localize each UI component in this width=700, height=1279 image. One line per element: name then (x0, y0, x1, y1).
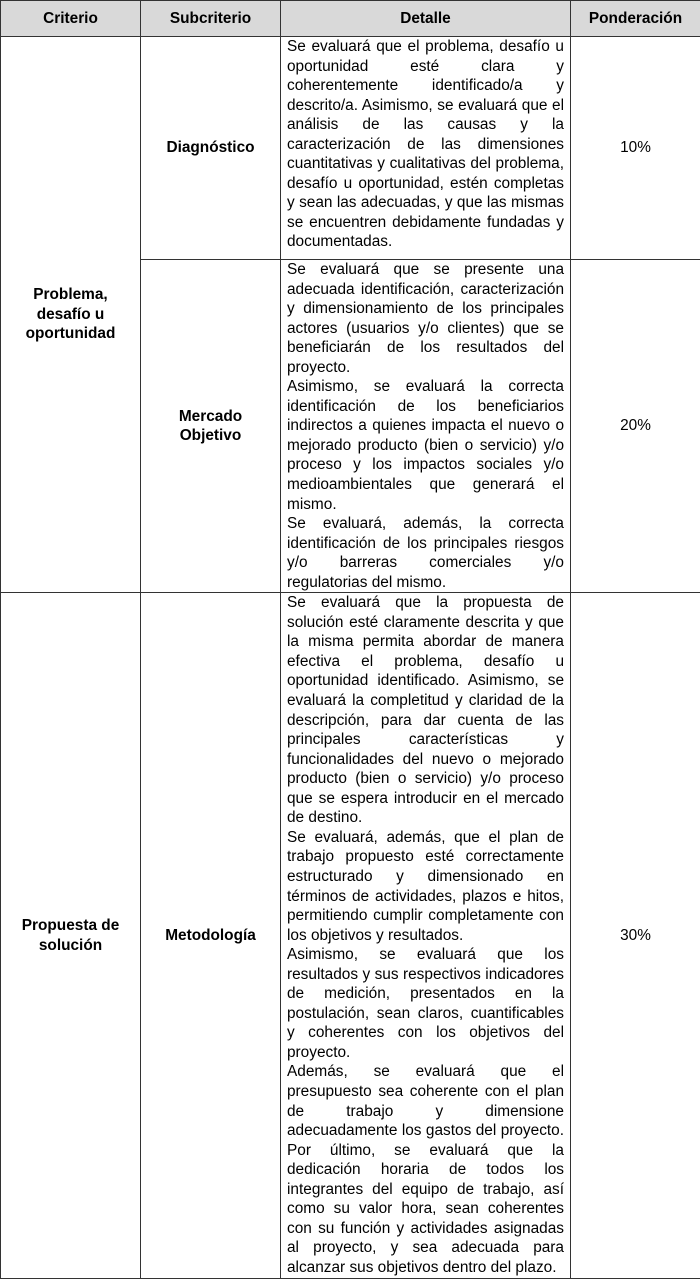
detail-paragraph: Se evaluará que el problema, desafío u oportunidad esté clara y coherentemente identificado/a y descrito/a. Asimismo, se evaluará que el análisis de las causas y la caracterización de las dimensiones cuantitativas y cualitativas del problema, desafío u oportunidad, estén completas y sean las adecuadas, y que las mismas se encuentren debidamente fundadas y documentadas. (287, 37, 564, 252)
detail-paragraph: Asimismo, se evaluará la correcta identificación de los beneficiarios indirectos a quienes impacta el nuevo o mejorado producto (bien o servicio) y/o proceso y los impactos sociales y/o medioambientales que generará el mismo. (287, 377, 564, 514)
weight-cell: 30% (571, 593, 700, 1279)
detail-cell (281, 593, 571, 1279)
weight-cell: 20% (571, 260, 700, 593)
subcriterion-cell: Metodología (141, 593, 281, 1279)
header-subcriterio: Subcriterio (141, 1, 281, 37)
weight-cell: 10% (571, 37, 700, 260)
table-row (1, 593, 700, 1279)
subcriterion-cell: Diagnóstico (141, 37, 281, 260)
table-header-row (1, 1, 700, 37)
header-detalle: Detalle (281, 1, 571, 37)
subcriterion-cell: Mercado Objetivo (141, 260, 281, 593)
detail-cell (281, 37, 571, 260)
criterion-cell: Propuesta de solución (1, 593, 141, 1279)
detail-paragraph: Además, se evaluará que el presupuesto sea coherente con el plan de trabajo y dimensione adecuadamente los gastos del proyecto. Por último, se evaluará que la dedicación horaria de todos los integrantes del equipo de trabajo, así como su valor hora, sean coherentes con su función y actividades asignadas al proyecto, y sea adecuada para alcanzar sus objetivos dentro del plazo. (287, 1062, 564, 1277)
detail-paragraph: Asimismo, se evaluará que los resultados y sus respectivos indicadores de medición, presentados en la postulación, sean claros, cuantificables y coherentes con los objetivos del proyecto. (287, 945, 564, 1062)
table-row (1, 37, 700, 260)
detail-paragraph: Se evaluará, además, que el plan de trabajo propuesto esté correctamente estructurado y dimensionado en términos de actividades, plazos e hitos, permitiendo cumplir completamente con los objetivos y resultados. (287, 828, 564, 945)
criterion-cell: Problema, desafío u oportunidad (1, 37, 141, 593)
detail-paragraph: Se evaluará, además, la correcta identificación de los principales riesgos y/o barreras comerciales y/o regulatorias del mismo. (287, 514, 564, 592)
detail-cell (281, 260, 571, 593)
header-ponderacion: Ponderación (571, 1, 700, 37)
header-criterio: Criterio (1, 1, 141, 37)
detail-paragraph: Se evaluará que se presente una adecuada identificación, caracterización y dimensionamiento de los principales actores (usuarios y/o clientes) que se beneficiarán de los resultados del proyecto. (287, 260, 564, 377)
detail-paragraph: Se evaluará que la propuesta de solución esté claramente descrita y que la misma permita abordar de manera efectiva el problema, desafío u oportunidad identificado. Asimismo, se evaluará la completitud y claridad de la descripción, para dar cuenta de las principales características y funcionalidades del nuevo o mejorado producto (bien o servicio) y/o proceso que se espera introducir en el mercado de destino. (287, 593, 564, 828)
